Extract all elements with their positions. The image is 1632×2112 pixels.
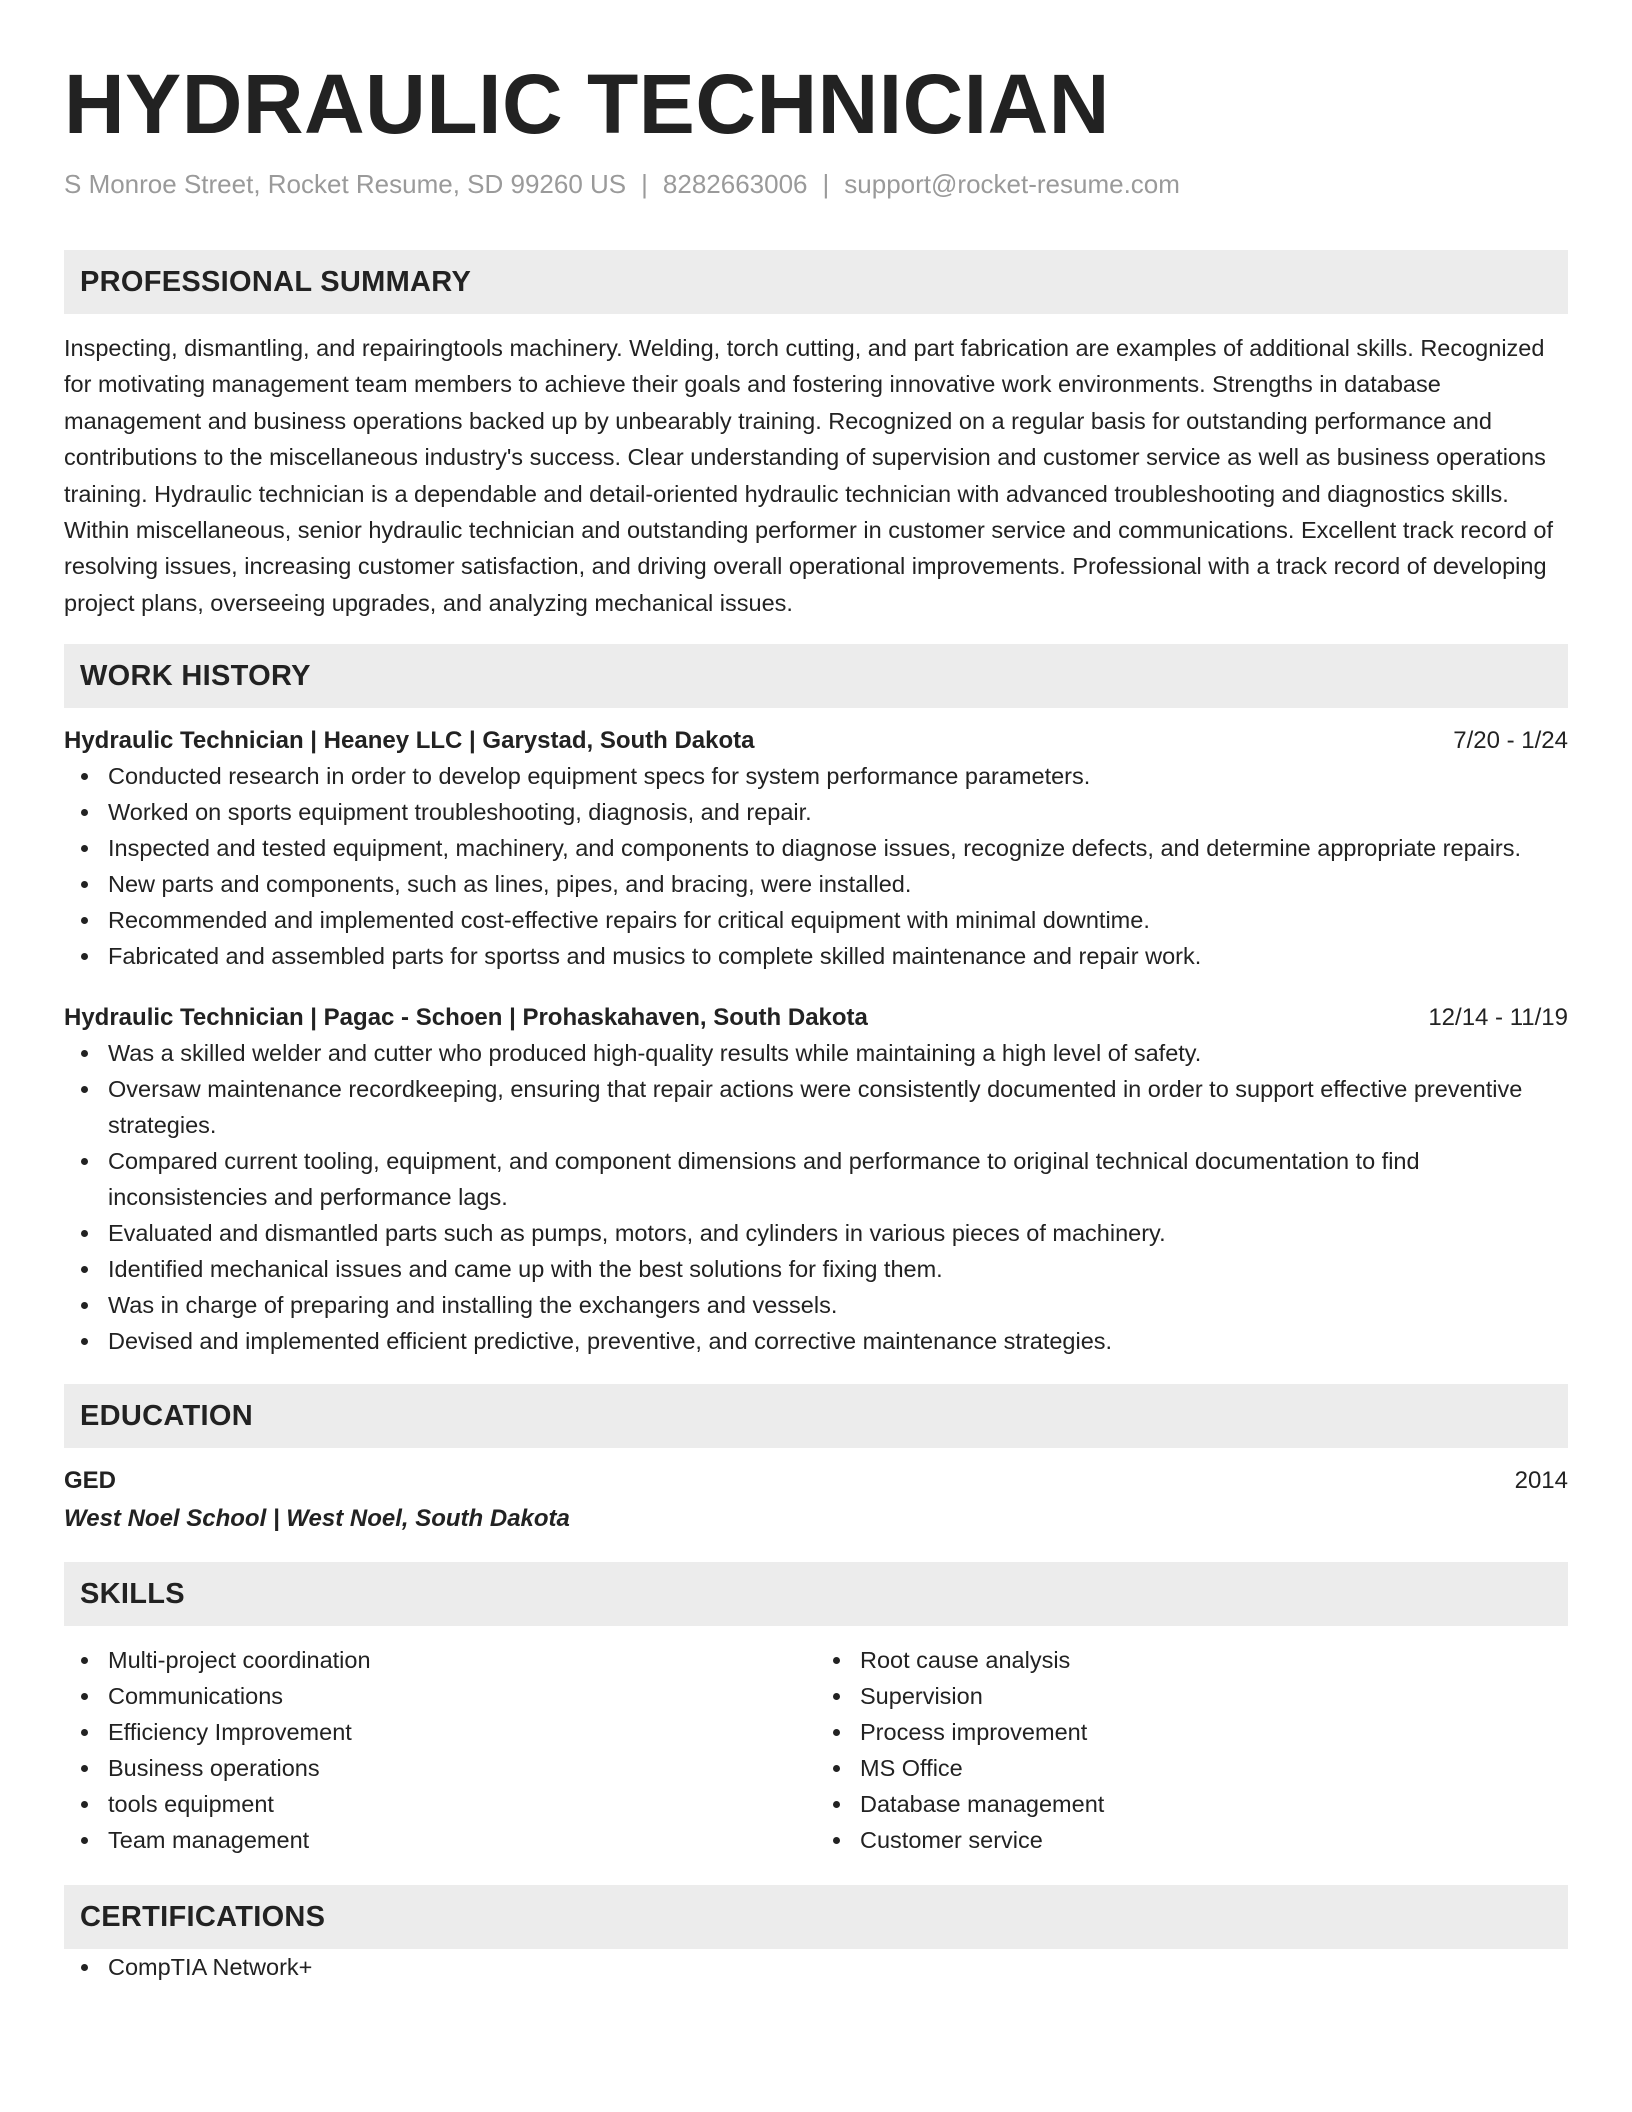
section-heading-work-history <box>64 644 1568 708</box>
section-heading-label: CERTIFICATIONS <box>80 1900 326 1933</box>
job-bullet: Was in charge of preparing and installing the exchangers and vessels. <box>108 1287 1568 1323</box>
section-heading-skills <box>64 1562 1568 1626</box>
contact-address: S Monroe Street, Rocket Resume, SD 99260 US <box>64 169 627 199</box>
job-bullet: Conducted research in order to develop equipment specs for system performance parameters. <box>108 758 1568 794</box>
job-bullet: Identified mechanical issues and came up with the best solutions for fixing them. <box>108 1251 1568 1287</box>
education-header <box>64 1464 1568 1498</box>
job-bullet: Worked on sports equipment troubleshooting, diagnosis, and repair. <box>108 794 1568 830</box>
job-bullet: New parts and components, such as lines, pipes, and bracing, were installed. <box>108 866 1568 902</box>
job-title: Hydraulic Technician | Pagac - Schoen | Prohaskahaven, South Dakota <box>64 1004 868 1032</box>
job-bullet: Was a skilled welder and cutter who produced high-quality results while maintaining a high level of safety. <box>108 1035 1568 1071</box>
contact-separator: | <box>641 169 648 199</box>
contact-separator: | <box>822 169 830 199</box>
skill-item: Customer service <box>860 1822 1568 1858</box>
job-bullet: Inspected and tested equipment, machinery, and components to diagnose issues, recognize defects, and determine appropriate repairs. <box>108 830 1568 866</box>
section-heading-summary <box>64 250 1568 314</box>
job-bullet: Oversaw maintenance recordkeeping, ensuring that repair actions were consistently documented in order to support effective preventive strategies. <box>108 1071 1568 1143</box>
skill-item: Business operations <box>108 1750 816 1786</box>
skill-item: MS Office <box>860 1750 1568 1786</box>
job-bullet-list <box>64 1035 1568 1359</box>
education-year: 2014 <box>1514 1467 1568 1495</box>
skill-item: Database management <box>860 1786 1568 1822</box>
skill-item: tools equipment <box>108 1786 816 1822</box>
skills-list-left <box>64 1642 816 1858</box>
job-header <box>64 724 1568 758</box>
skill-item: Communications <box>108 1678 816 1714</box>
section-heading-certifications <box>64 1885 1568 1949</box>
skill-item: Multi-project coordination <box>108 1642 816 1678</box>
skill-item: Process improvement <box>860 1714 1568 1750</box>
skill-item: Supervision <box>860 1678 1568 1714</box>
section-heading-label: WORK HISTORY <box>80 659 311 692</box>
skill-item: Efficiency Improvement <box>108 1714 816 1750</box>
job-title: Hydraulic Technician | Heaney LLC | Garystad, South Dakota <box>64 727 755 755</box>
skills-list-right <box>816 1642 1568 1858</box>
contact-email: support@rocket-resume.com <box>844 169 1180 199</box>
summary-paragraph: Inspecting, dismantling, and repairingtools machinery. Welding, torch cutting, and part fabrication are examples of additional skills. Recognized for motivating management team members to achieve their goals and fostering innovative work environments. Strengths in database management and business operations backed up by unbearably training. Recognized on a regular basis for outstanding performance and contributions to the miscellaneous industry's success. Clear understanding of supervision and customer service as well as business operations training. Hydraulic technician is a dependable and detail-oriented hydraulic technician with advanced troubleshooting and diagnostics skills. Within miscellaneous, senior hydraulic technician and outstanding performer in customer service and communications. Excellent track record of resolving issues, increasing customer satisfaction, and driving overall operational improvements. Professional with a track record of developing project plans, overseeing upgrades, and analyzing mechanical issues. <box>64 335 1554 616</box>
section-heading-label: PROFESSIONAL SUMMARY <box>80 265 472 298</box>
job-bullet: Compared current tooling, equipment, and component dimensions and performance to original technical documentation to find inconsistencies and performance lags. <box>108 1143 1568 1215</box>
section-heading-label: EDUCATION <box>80 1399 253 1432</box>
job-bullet: Devised and implemented efficient predictive, preventive, and corrective maintenance strategies. <box>108 1323 1568 1359</box>
contact-line <box>64 168 1568 200</box>
job-bullet: Evaluated and dismantled parts such as pumps, motors, and cylinders in various pieces of machinery. <box>108 1215 1568 1251</box>
job-bullet: Fabricated and assembled parts for sportss and musics to complete skilled maintenance and repair work. <box>108 938 1568 974</box>
certifications-list <box>64 1949 1568 1985</box>
candidate-name: HYDRAULIC TECHNICIAN <box>64 57 1110 151</box>
job-dates: 12/14 - 11/19 <box>1428 1004 1568 1032</box>
job-bullet-list <box>64 758 1568 974</box>
skill-item: Root cause analysis <box>860 1642 1568 1678</box>
education-degree: GED <box>64 1467 117 1495</box>
section-heading-education <box>64 1384 1568 1448</box>
section-heading-label: SKILLS <box>80 1577 185 1610</box>
job-header <box>64 1001 1568 1035</box>
job-dates: 7/20 - 1/24 <box>1453 727 1568 755</box>
job-bullet: Recommended and implemented cost-effective repairs for critical equipment with minimal downtime. <box>108 902 1568 938</box>
skills-columns <box>64 1642 1568 1858</box>
contact-phone: 8282663006 <box>662 169 808 199</box>
skill-item: Team management <box>108 1822 816 1858</box>
education-school: West Noel School | West Noel, South Dakota <box>64 1505 570 1533</box>
resume-page <box>64 0 1568 1985</box>
certification-item: CompTIA Network+ <box>108 1949 1568 1985</box>
